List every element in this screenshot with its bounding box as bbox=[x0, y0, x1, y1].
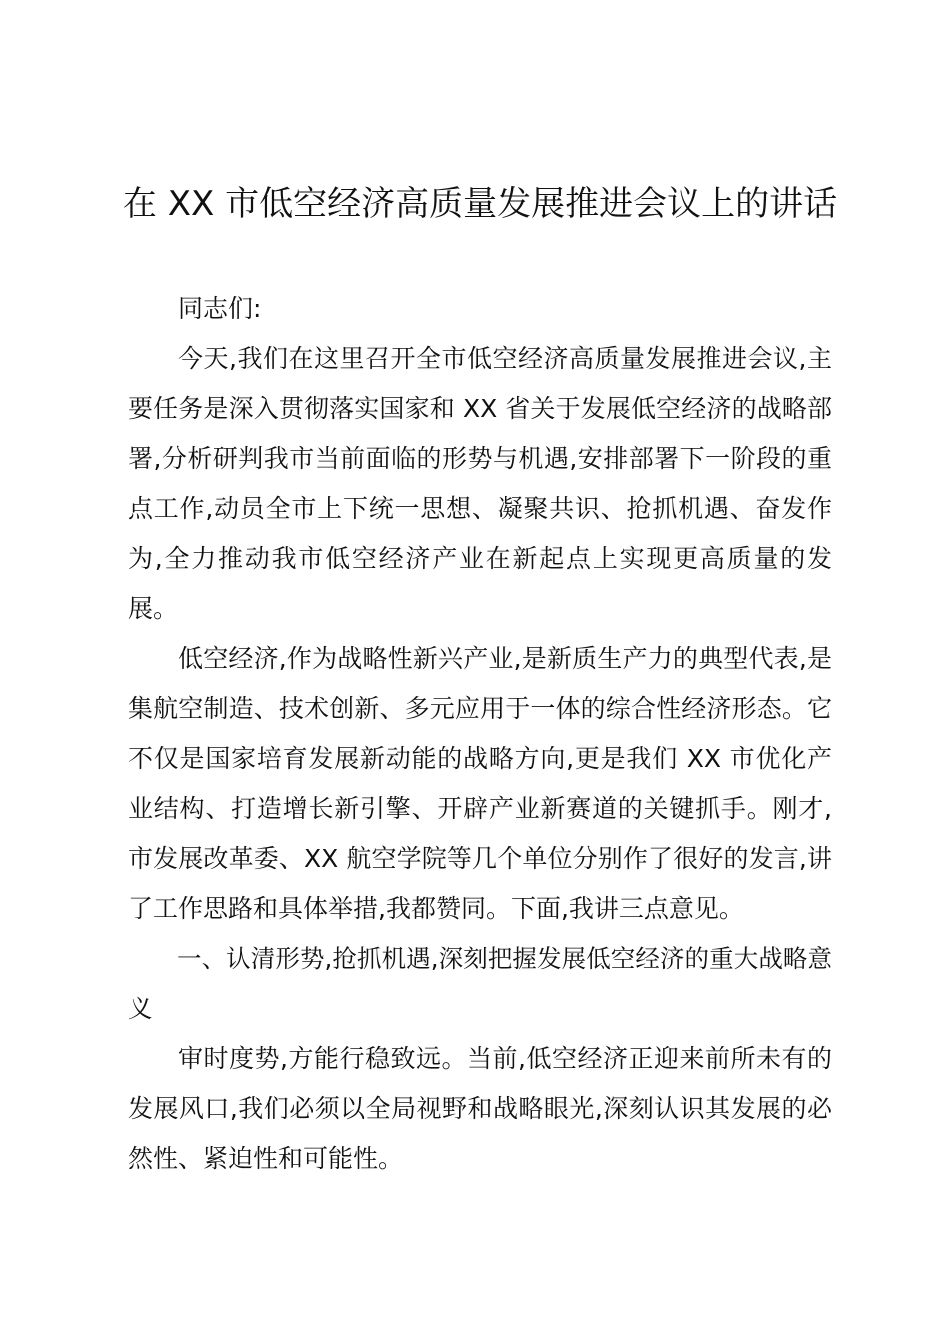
section-heading-1: 一、认清形势,抢抓机遇,深刻把握发展低空经济的重大战略意义 bbox=[128, 944, 832, 1023]
paragraph-intro: 今天,我们在这里召开全市低空经济高质量发展推进会议,主要任务是深入贯彻落实国家和 XX 省关于发展低空经济的战略部署,分析研判我市当前面临的形势与机遇,安排部署下一阶段的重点工作,动员全市上下统一思想、凝聚共识、抢抓机遇、奋发作为,全力推动我市低空经济产业在新起点上实现更高质量的发展。 bbox=[128, 344, 832, 623]
salutation: 同志们: bbox=[178, 294, 262, 323]
document-body bbox=[128, 284, 832, 1184]
paragraph-low-altitude-economy: 低空经济,作为战略性新兴产业,是新质生产力的典型代表,是集航空制造、技术创新、多元应用于一体的综合性经济形态。它不仅是国家培育发展新动能的战略方向,更是我们 XX 市优化产业结构、打造增长新引擎、开辟产业新赛道的关键抓手。刚才,市发展改革委、XX 航空学院等几个单位分别作了很好的发言,讲了工作思路和具体举措,我都赞同。下面,我讲三点意见。 bbox=[128, 644, 832, 923]
paragraph-section-1: 审时度势,方能行稳致远。当前,低空经济正迎来前所未有的发展风口,我们必须以全局视野和战略眼光,深刻认识其发展的必然性、紧迫性和可能性。 bbox=[128, 1044, 832, 1173]
document-title: 在 XX 市低空经济高质量发展推进会议上的讲话 bbox=[122, 184, 838, 224]
